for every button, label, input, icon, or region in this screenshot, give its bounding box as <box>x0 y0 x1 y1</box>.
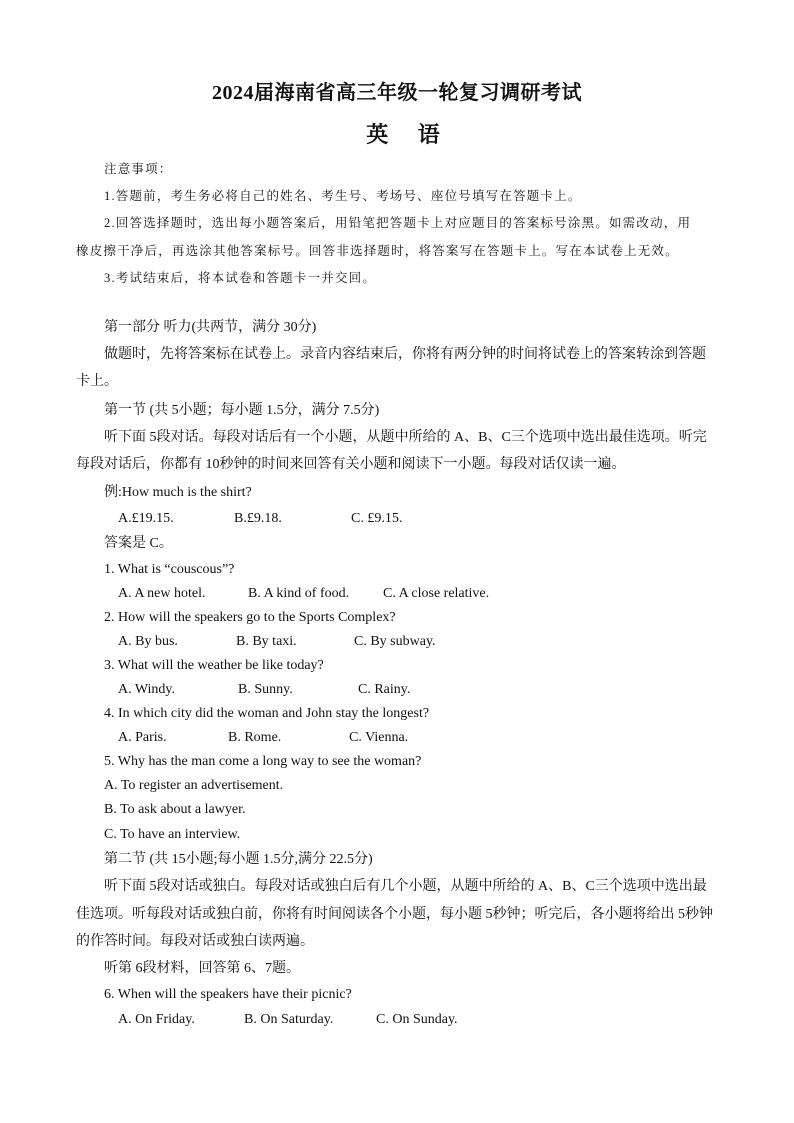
q2-option-a: A. By bus. <box>118 634 178 649</box>
notice-item-2a: 2.回答选择题时，选出每小题答案后，用铅笔把答题卡上对应题目的答案标号涂黑。如需改动，用 <box>104 216 692 230</box>
q3-option-b: B. Sunny. <box>238 682 293 697</box>
section1-heading: 第一节 (共 5小题；每小题 1.5分，满分 7.5分) <box>104 403 380 418</box>
example-question: 例:How much is the shirt? <box>104 485 252 500</box>
notice-heading: 注意事项： <box>104 162 173 176</box>
example-option-c: C. £9.15. <box>351 511 403 526</box>
q1-question: 1. What is “couscous”? <box>104 562 235 577</box>
exam-title: 2024届海南省高三年级一轮复习调研考试 <box>212 82 582 104</box>
q5-option-a: A. To register an advertisement. <box>104 778 284 793</box>
q2-option-b: B. By taxi. <box>236 634 297 649</box>
material6-label: 听第 6段材料，回答第 6、7题。 <box>104 961 300 976</box>
q1-option-c: C. A close relative. <box>383 586 490 601</box>
q6-option-b: B. On Saturday. <box>244 1012 334 1027</box>
section2-instr-b: 佳选项。听每段对话或独白前，你将有时间阅读各个小题，每小题 5秒钟；听完后，各小题将给出 5秒钟 <box>76 907 713 922</box>
subject-title: 英 语 <box>366 122 452 147</box>
q2-option-c: C. By subway. <box>354 634 436 649</box>
example-option-b: B.£9.18. <box>234 511 282 526</box>
q2-question: 2. How will the speakers go to the Sports Complex? <box>104 610 396 625</box>
section1-instr-a: 听下面 5段对话。每段对话后有一个小题，从题中所给的 A、B、C三个选项中选出最佳选项。听完 <box>104 430 707 445</box>
q3-option-a: A. Windy. <box>118 682 175 697</box>
part1-intro-a: 做题时，先将答案标在试卷上。录音内容结束后，你将有两分钟的时间将试卷上的答案转涂到答题 <box>104 347 706 362</box>
q6-option-c: C. On Sunday. <box>376 1012 458 1027</box>
q4-option-b: B. Rome. <box>228 730 282 745</box>
section2-heading: 第二节 (共 15小题;每小题 1.5分,满分 22.5分) <box>104 852 373 867</box>
section1-instr-b: 每段对话后，你都有 10秒钟的时间来回答有关小题和阅读下一小题。每段对话仅读一遍。 <box>76 457 626 472</box>
part1-intro-b: 卡上。 <box>76 374 118 389</box>
section2-instr-a: 听下面 5段对话或独白。每段对话或独白后有几个小题，从题中所给的 A、B、C三个选项中选出最 <box>104 879 707 894</box>
section2-instr-c: 的作答时间。每段对话或独白读两遍。 <box>76 934 314 949</box>
q1-option-a: A. A new hotel. <box>118 586 206 601</box>
notice-item-2b: 橡皮擦干净后，再选涂其他答案标号。回答非选择题时，将答案写在答题卡上。写在本试卷上无效。 <box>76 244 679 258</box>
q6-question: 6. When will the speakers have their picnic? <box>104 987 352 1002</box>
q1-option-b: B. A kind of food. <box>248 586 350 601</box>
example-option-a: A.£19.15. <box>118 511 174 526</box>
q4-option-c: C. Vienna. <box>349 730 409 745</box>
notice-item-3: 3.考试结束后，将本试卷和答题卡一并交回。 <box>104 271 377 285</box>
q5-option-b: B. To ask about a lawyer. <box>104 802 246 817</box>
notice-item-1: 1.答题前，考生务必将自己的姓名、考生号、考场号、座位号填写在答题卡上。 <box>104 189 582 203</box>
q3-question: 3. What will the weather be like today? <box>104 658 324 673</box>
q5-question: 5. Why has the man come a long way to see the woman? <box>104 754 422 769</box>
q3-option-c: C. Rainy. <box>358 682 411 697</box>
q4-option-a: A. Paris. <box>118 730 167 745</box>
example-answer: 答案是 C。 <box>104 536 173 551</box>
q6-option-a: A. On Friday. <box>118 1012 195 1027</box>
q5-option-c: C. To have an interview. <box>104 827 241 842</box>
q4-question: 4. In which city did the woman and John stay the longest? <box>104 706 430 721</box>
part1-heading: 第一部分 听力(共两节，满分 30分) <box>104 320 317 335</box>
